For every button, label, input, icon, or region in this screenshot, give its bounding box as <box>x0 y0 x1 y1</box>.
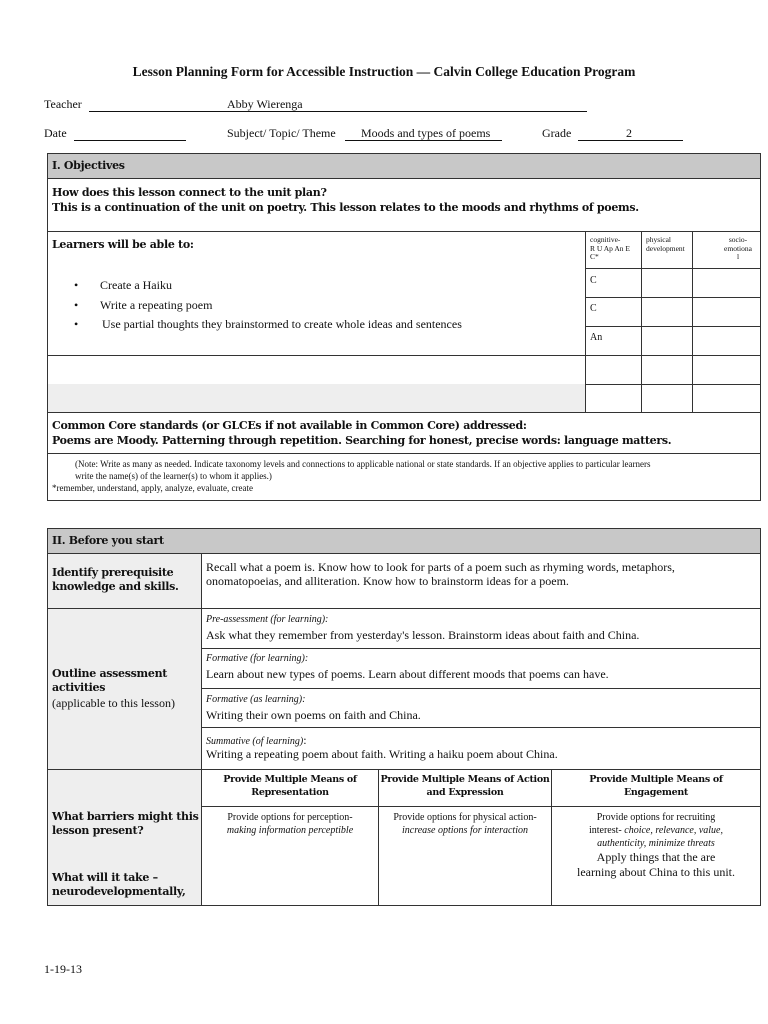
assess-kind-row <box>206 733 307 748</box>
means-eng-line <box>552 824 760 837</box>
assess-label-line: Outline assessment <box>52 667 168 680</box>
divider <box>201 553 202 906</box>
assess-kind: Pre-assessment (for learning): <box>206 614 329 625</box>
objectives-list <box>74 278 462 337</box>
teacher-underline <box>89 111 587 112</box>
objective-text: Use partial thoughts they brainstormed to create whole ideas and sentences <box>102 317 462 331</box>
barriers-line: What will it take – <box>52 871 158 884</box>
cognitive-level-3[interactable]: An <box>590 332 603 343</box>
list-item[interactable] <box>74 298 462 318</box>
objectives-header-bg <box>48 154 760 178</box>
blank-objective-shaded <box>48 384 585 412</box>
means-eng-line: Provide options for recruiting <box>596 812 716 823</box>
assess-text[interactable]: Writing a repeating poem about faith. Writing a haiku poem about China. <box>206 747 558 761</box>
barriers-line: What barriers might this <box>52 810 199 823</box>
assess-kind: Formative (as learning): <box>206 694 306 705</box>
cognitive-level-2[interactable]: C <box>590 303 597 314</box>
divider <box>201 727 761 728</box>
objectives-heading: I. Objectives <box>52 159 125 172</box>
divider <box>585 384 761 385</box>
footer-date-code: 1-19-13 <box>44 962 82 976</box>
col-physical-line: physical <box>646 235 671 244</box>
means-eng-part: choice, relevance, value, <box>624 825 723 836</box>
assess-kind: Formative (for learning): <box>206 653 309 664</box>
col-cognitive-line: R U Ap An E <box>590 243 631 253</box>
list-item[interactable] <box>74 317 462 337</box>
note-line-1: (Note: Write as many as needed. Indicate taxonomy levels and connections to applicable national or state standards. If an objective applies to particular learners <box>75 459 651 469</box>
divider <box>585 231 586 413</box>
note-line-3: *remember, understand, apply, analyze, evaluate, create <box>52 483 253 493</box>
bullet-icon: • <box>74 317 79 331</box>
subject-value[interactable]: Moods and types of poems <box>361 126 491 140</box>
standards-text[interactable]: Poems are Moody. Patterning through repetition. Searching for honest, precise words: language matters. <box>52 434 672 447</box>
standards-label: Common Core standards (or GLCEs if not available in Common Core) addressed: <box>52 419 527 432</box>
col-cognitive-header <box>590 236 630 262</box>
col-physical-header <box>646 236 685 253</box>
assess-label-line: activities <box>52 681 106 694</box>
unit-connection-question: How does this lesson connect to the unit plan? <box>52 186 327 199</box>
divider <box>585 326 761 327</box>
date-underline[interactable] <box>74 140 186 141</box>
before-heading: II. Before you start <box>52 534 164 547</box>
means-header-line: Representation <box>251 787 329 798</box>
assess-text[interactable]: Learn about new types of poems. Learn about different moods that poems can have. <box>206 667 609 681</box>
divider <box>201 688 761 689</box>
assess-label <box>52 667 167 695</box>
means-header-line: Provide Multiple Means of <box>589 774 723 785</box>
prereq-label-line: knowledge and skills. <box>52 580 179 593</box>
col-physical-line: development <box>646 243 685 253</box>
col-cognitive-line: cognitive- <box>590 235 621 244</box>
assess-text[interactable]: Writing their own poems on faith and China. <box>206 708 421 722</box>
means-header-line: Provide Multiple Means of <box>223 774 357 785</box>
prereq-text[interactable] <box>206 560 675 588</box>
note-line-2: write the name(s) of the learner(s) to whom it applies.) <box>75 471 272 481</box>
means-eng-line: authenticity, minimize threats <box>597 838 715 849</box>
bullet-icon: • <box>74 278 79 292</box>
assess-kind-colon: : <box>303 733 307 747</box>
teacher-value[interactable]: Abby Wierenga <box>227 97 303 111</box>
teacher-label: Teacher <box>44 97 82 111</box>
means-header-line: Provide Multiple Means of Action <box>380 774 550 785</box>
learners-label: Learners will be able to: <box>52 238 194 251</box>
objective-text: Create a Haiku <box>100 278 172 292</box>
divider <box>641 231 642 413</box>
subject-label: Subject/ Topic/ Theme <box>227 126 336 140</box>
unit-connection-answer[interactable]: This is a continuation of the unit on poetry. This lesson relates to the moods and rhythms of poems. <box>52 201 639 214</box>
col-socio-header <box>693 236 761 262</box>
means-act-line: increase options for interaction <box>401 825 528 836</box>
col-socio-line: socio- <box>728 235 748 244</box>
means-header-representation <box>202 773 378 799</box>
means-rep-line: making information perceptible <box>226 825 354 836</box>
grade-label: Grade <box>542 126 572 140</box>
barriers-question <box>52 810 198 838</box>
means-header-line: Engagement <box>623 787 689 798</box>
means-eng-line: Apply things that the are <box>596 850 716 864</box>
grade-value[interactable]: 2 <box>626 126 632 140</box>
divider <box>47 453 761 454</box>
prereq-label-line: Identify prerequisite <box>52 566 174 579</box>
col-socio-line: emotiona <box>724 243 752 253</box>
prereq-text-line: Recall what a poem is. Know how to look for parts of a poem such as rhyming words, metaphors, <box>206 560 675 574</box>
barriers-question-2 <box>52 871 185 899</box>
col-cognitive-line: C* <box>590 252 599 261</box>
divider <box>47 608 761 609</box>
prereq-label <box>52 566 179 594</box>
divider <box>585 268 761 269</box>
means-action-text[interactable] <box>379 811 551 837</box>
barriers-line: neurodevelopmentally, <box>52 885 186 898</box>
divider <box>47 355 761 356</box>
divider <box>47 412 761 413</box>
bullet-icon: • <box>74 297 79 312</box>
prereq-text-line: onomatopoeias, and alliteration. Know how to brainstorm ideas for a poem. <box>206 574 569 588</box>
divider <box>47 769 761 770</box>
divider <box>201 806 761 807</box>
means-representation-text[interactable] <box>202 811 378 837</box>
assess-kind: Summative (of learning) <box>206 736 304 747</box>
cognitive-level-1[interactable]: C <box>590 275 597 286</box>
objective-text: Write a repeating poem <box>100 297 213 312</box>
form-title: Lesson Planning Form for Accessible Instruction — Calvin College Education Program <box>132 64 636 79</box>
means-header-action <box>379 773 551 799</box>
assess-sub: (applicable to this lesson) <box>52 696 175 710</box>
barriers-line: lesson present? <box>52 824 144 837</box>
means-act-line: Provide options for physical action- <box>393 812 537 823</box>
col-socio-line: l <box>736 252 740 261</box>
date-label: Date <box>44 126 67 140</box>
list-item[interactable] <box>74 278 462 298</box>
divider <box>47 231 761 232</box>
means-rep-line: Provide options for perception- <box>227 812 353 823</box>
means-header-engagement <box>552 773 760 799</box>
divider <box>47 178 761 179</box>
divider <box>585 297 761 298</box>
means-eng-part: interest- <box>588 825 622 836</box>
means-engagement-text[interactable] <box>552 811 760 880</box>
divider <box>201 648 761 649</box>
means-eng-line: learning about China to this unit. <box>577 865 735 879</box>
assess-text[interactable]: Ask what they remember from yesterday's lesson. Brainstorm ideas about faith and China. <box>206 628 640 642</box>
means-header-line: and Expression <box>426 787 504 798</box>
